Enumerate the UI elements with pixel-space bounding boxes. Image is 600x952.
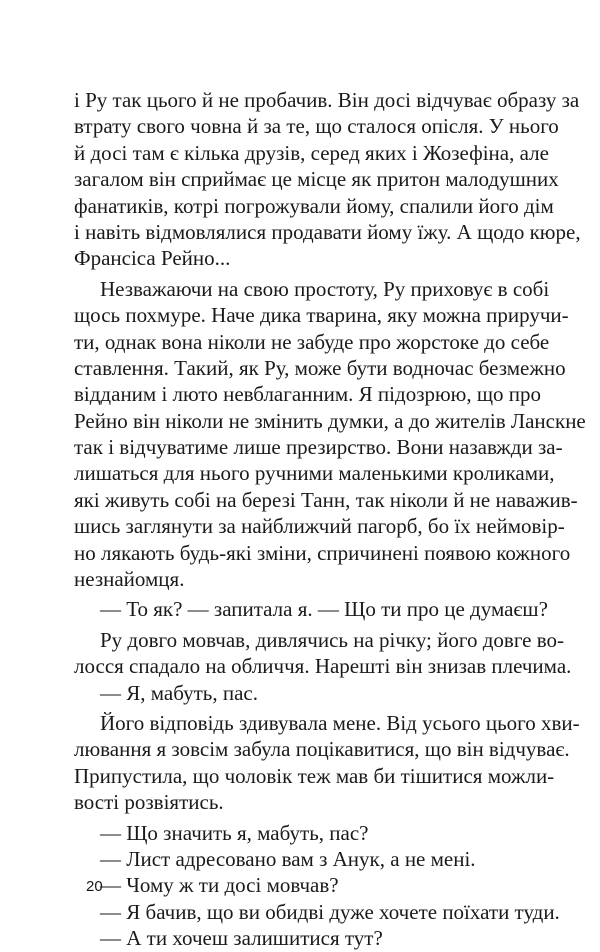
paragraph	[74, 87, 581, 272]
text-line: — Я бачив, що ви обидві дуже хочете поїхати туди.	[100, 899, 560, 924]
text-line: ти, однак вона ніколи не забуде про жорстоке до себе	[74, 329, 550, 354]
text-line: Незважаючи на свою простоту, Ру приховує в собі	[100, 276, 550, 301]
book-page-text	[74, 87, 586, 952]
dialogue-line	[74, 846, 528, 872]
text-line: Припустила, що чоловік теж мав би тішитися можли-	[74, 763, 555, 788]
dialogue-line	[74, 925, 528, 951]
dialogue-line	[74, 820, 528, 846]
text-line: ставлення. Такий, як Ру, може бути водночас безмежно	[74, 355, 566, 380]
text-line: лосся спадало на обличчя. Нарешті він знизав плечима.	[74, 654, 572, 679]
text-line: но лякають будь-які зміни, спричинені появою кожного	[74, 540, 571, 565]
text-line: Ру довго мовчав, дивлячись на річку; його довге во-	[100, 627, 564, 652]
text-line: вості розвіятись.	[74, 790, 224, 815]
text-line: незнайомця.	[74, 567, 185, 592]
text-line: і навіть відмовлялися продавати йому їжу. А щодо кюре,	[74, 219, 581, 244]
text-line: лювання я зовсім забула поцікавитися, що він відчуває.	[74, 737, 570, 762]
text-line: Франсіса Рейно...	[74, 246, 231, 271]
text-line: — А ти хочеш залишитися тут?	[100, 926, 383, 951]
dialogue-line	[74, 596, 548, 622]
dialogue-line	[74, 899, 560, 925]
text-line: відданим і люто невблаганним. Я підозрюю, що про	[74, 382, 542, 407]
paragraph	[74, 627, 572, 680]
text-line: — Лист адресовано вам з Анук, а не мені.	[100, 846, 476, 871]
text-line: фанатиків, котрі погрожували йому, спалили його дім	[74, 193, 554, 218]
text-line: й досі там є кілька друзів, серед яких і Жозефіна, але	[74, 140, 549, 165]
text-line: Рейно він ніколи не змінить думки, а до жителів Ланскне	[74, 408, 586, 433]
dialogue-line	[74, 872, 528, 898]
text-line: так і відчуватиме лише презирство. Вони назавжди за-	[74, 435, 563, 460]
text-line: втрату свого човна й за те, що сталося опісля. У нього	[74, 114, 559, 139]
text-line: лишаться для нього ручними маленькими кроликами,	[74, 461, 555, 486]
text-line: шись заглянути за найближчий пагорб, бо їх неймовір-	[74, 514, 565, 539]
text-line: — Я, мабуть, пас.	[100, 680, 258, 705]
text-line: і Ру так цього й не пробачив. Він досі відчуває образу за	[74, 88, 580, 112]
text-line: Його відповідь здивувала мене. Від усього цього хви-	[100, 710, 580, 735]
text-line: щось похмуре. Наче дика тварина, яку можна приручи-	[74, 303, 569, 328]
text-line: — То як? — запитала я. — Що ти про це думаєш?	[100, 597, 548, 622]
text-line: — Що значить я, мабуть, пас?	[100, 820, 369, 845]
paragraph	[74, 276, 586, 593]
text-line: — Чому ж ти досі мовчав?	[100, 873, 339, 898]
text-line: які живуть собі на березі Танн, так ніколи й не наважив-	[74, 487, 578, 512]
page-number: 20	[86, 878, 103, 895]
text-line: загалом він сприймає це місце як притон малодушних	[74, 167, 559, 192]
dialogue-line	[74, 680, 528, 706]
paragraph	[74, 710, 580, 816]
